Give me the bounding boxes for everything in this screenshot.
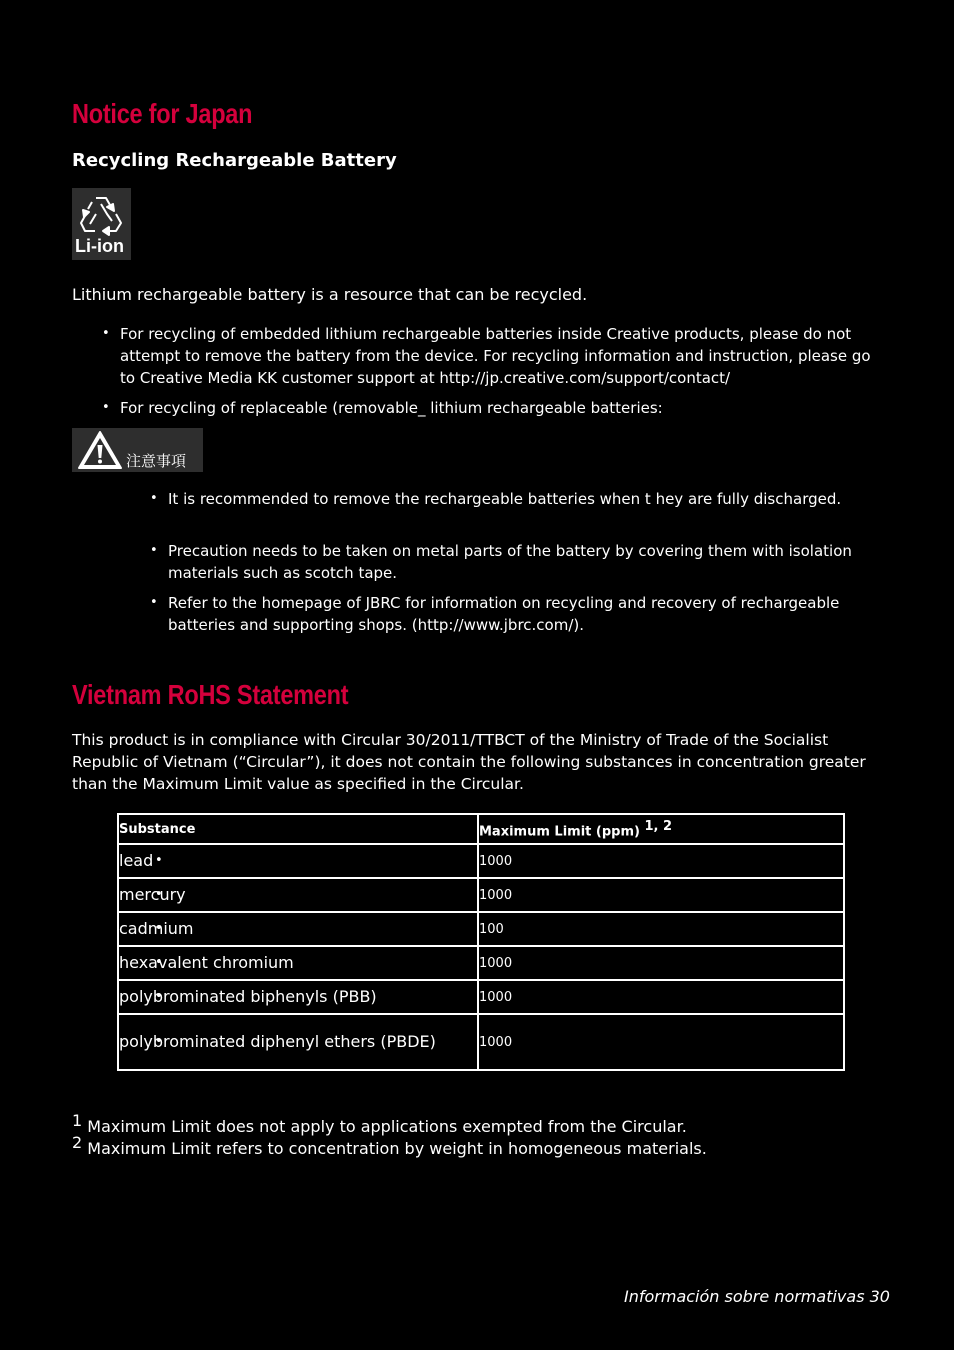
limit-cell: 1000 (478, 980, 844, 1014)
substance-cell: • mercury (118, 878, 478, 912)
header-substance: Substance (118, 814, 478, 844)
liion-recycle-badge (72, 188, 131, 260)
footnote-2 (72, 1133, 707, 1160)
header-limit-label: Maximum Limit (ppm) (479, 824, 640, 840)
list-item: • It is recommended to remove the rechargeable batteries when t hey are fully discharged. (168, 488, 868, 510)
table-row (118, 878, 844, 912)
caution-badge (72, 428, 203, 472)
recycle-icon (72, 190, 131, 238)
footnote-1 (72, 1111, 687, 1138)
substance-cell: • hexavalent chromium (118, 946, 478, 980)
header-limit (478, 814, 844, 844)
table-header-row (118, 814, 844, 844)
footnote-mark: 1 (72, 1111, 83, 1130)
substance-cell: • polybrominated diphenyl ethers (PBDE) (118, 1014, 478, 1070)
list-item: • Precaution needs to be taken on metal parts of the battery by covering them with isolation materials such as scotch tape. (168, 540, 868, 584)
table-row (118, 1014, 844, 1070)
list-item: • Refer to the homepage of JBRC for information on recycling and recovery of rechargeable batteries and supporting shops. (http://www.jbrc.com/). (168, 592, 868, 636)
table-row (118, 980, 844, 1014)
substance-cell: • cadmium (118, 912, 478, 946)
limit-cell: 1000 (478, 946, 844, 980)
footnote-text: Maximum Limit does not apply to applications exempted from the Circular. (87, 1117, 687, 1136)
table-row (118, 912, 844, 946)
substance-cell: • lead (118, 844, 478, 878)
page-footer: Información sobre normativas 30 (624, 1287, 890, 1306)
japan-intro: Lithium rechargeable battery is a resource that can be recycled. (72, 285, 588, 304)
caution-label: 注意事項 (126, 452, 187, 470)
limit-cell: 1000 (478, 844, 844, 878)
limit-cell: 1000 (478, 1014, 844, 1070)
japan-title: Notice for Japan (72, 98, 253, 129)
substance-cell: • polybrominated biphenyls (PBB) (118, 980, 478, 1014)
japan-subtitle: Recycling Rechargeable Battery (72, 150, 397, 171)
list-item: • For recycling of replaceable (removable_ lithium rechargeable batteries: (120, 397, 880, 419)
footnote-mark: 2 (72, 1133, 83, 1152)
list-item: • For recycling of embedded lithium rechargeable batteries inside Creative products, please do not attempt to remove the battery from the device. For recycling information and instruction, please go to Creative Media KK customer support at http://jp.creative.com/support/contact/ (120, 323, 880, 389)
limit-cell: 100 (478, 912, 844, 946)
substance-table (117, 813, 845, 1071)
header-limit-sup: 1, 2 (644, 818, 673, 834)
warning-icon (76, 429, 124, 471)
limit-cell: 1000 (478, 878, 844, 912)
table-row (118, 946, 844, 980)
liion-label: Li-ion (75, 236, 124, 256)
vietnam-title: Vietnam RoHS Statement (72, 679, 349, 710)
footnote-text: Maximum Limit refers to concentration by weight in homogeneous materials. (87, 1139, 707, 1158)
table-row (118, 844, 844, 878)
vietnam-intro: This product is in compliance with Circular 30/2011/TTBCT of the Ministry of Trade of the Socialist Republic of Vietnam (“Circular”), it does not contain the following substances in concentration greater than the Maximum Limit value as specified in the Circular. (72, 731, 866, 793)
